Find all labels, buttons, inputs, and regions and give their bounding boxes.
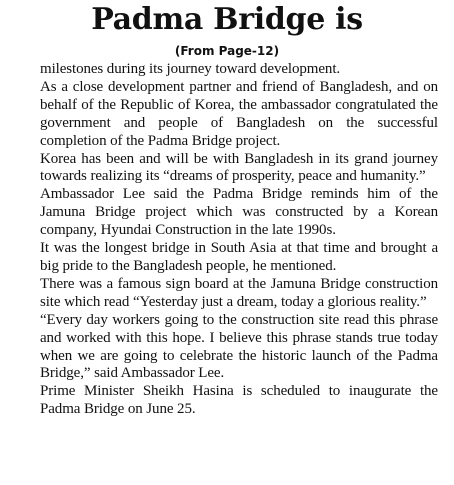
paragraph: “Every day workers going to the construction site read this phrase and worked with this hope. I believe this phrase stands true today when we are going to celebrate the historic launch of the Padma Bridge,” said Ambassador Lee. xyxy=(40,311,438,382)
paragraph: Prime Minister Sheikh Hasina is scheduled to inaugurate the Padma Bridge on June 25. xyxy=(40,383,438,418)
paragraph: milestones during its journey toward development. xyxy=(40,61,341,77)
paragraph: There was a famous sign board at the Jamuna Bridge construction site which read “Yesterday just a dream, today a glorious reality.” xyxy=(40,275,438,310)
article-headline: Padma Bridge is xyxy=(91,2,363,37)
article-body xyxy=(40,61,438,419)
continuation-note: (From Page-12) xyxy=(174,44,280,58)
paragraph: Korea has been and will be with Bangladesh in its grand journey towards realizing its “dreams of prosperity, peace and humanity.” xyxy=(40,150,438,185)
paragraph: Ambassador Lee said the Padma Bridge reminds him of the Jamuna Bridge project which was constructed by a Korean company, Hyundai Construction in the late 1990s. xyxy=(40,186,438,239)
paragraph: As a close development partner and friend of Bangladesh, and on behalf of the Republic of Korea, the ambassador congratulated the government and people of Bangladesh on the successful completion of the Padma Bridge project. xyxy=(40,78,438,149)
paragraph: It was the longest bridge in South Asia at that time and brought a big pride to the Bangladesh people, he mentioned. xyxy=(40,240,438,274)
